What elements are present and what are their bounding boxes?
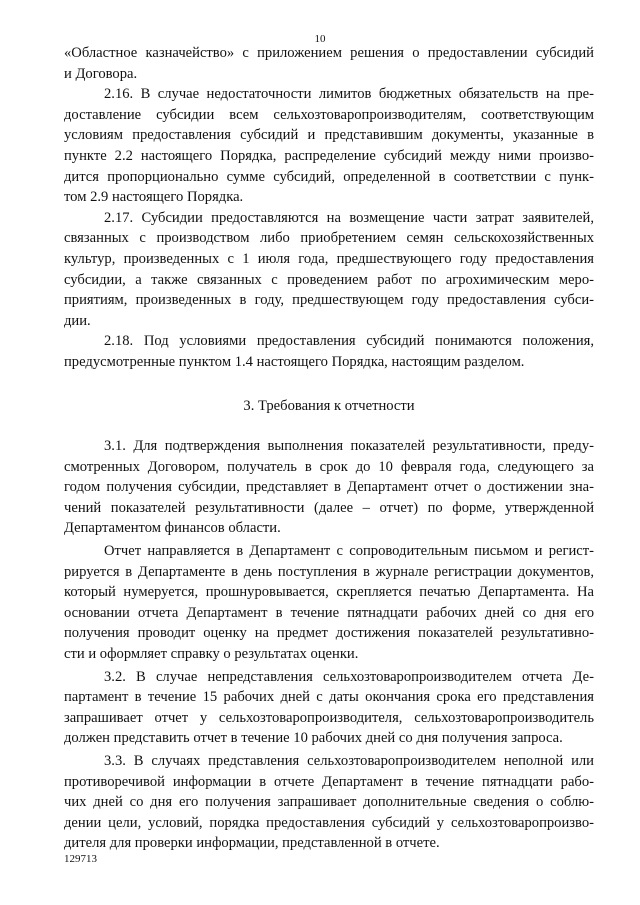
text-line: должен представить отчет в течение 10 рабочих дней со дня получения запроса. — [64, 730, 563, 747]
text-line: дится пропорционально сумме субсидий, определенной в соответствии с пунк- — [64, 168, 594, 185]
text-line: основании отчета Департамент в течение пятнадцати рабочих дней со дня его — [64, 604, 594, 621]
text-line: 2.17. Субсидии предоставляются на возмещение части затрат заявителей, — [104, 209, 594, 226]
paragraph-2-18 — [64, 331, 594, 372]
text-line: и Договора. — [64, 65, 138, 82]
text-line: чих дней со дня его получения запрашивает дополнительные сведения о соблю- — [64, 794, 594, 811]
text-line: получения проводит оценку на предмет достижения показателей результативно- — [64, 625, 594, 642]
text-line: запрашивает отчет у сельхозтоваропроизводителя, сельхозтоваропроизводитель — [64, 709, 594, 726]
paragraph-2-17 — [64, 208, 594, 332]
page-number: 10 — [314, 33, 326, 45]
text-line: противоречивой информации в отчете Департамент в течение пятнадцати рабо- — [64, 773, 594, 790]
text-line: 2.18. Под условиями предоставления субсидий понимаются положения, — [104, 333, 594, 350]
paragraph-3-2 — [64, 667, 594, 749]
text-line: условиям предоставления субсидий и представившим документы, указанные в — [64, 127, 594, 144]
text-line: предусмотренные пунктом 1.4 настоящего Порядка, настоящим разделом. — [64, 353, 525, 370]
text-line: 2.16. В случае недостаточности лимитов бюджетных обязательств на пре- — [104, 86, 594, 103]
text-line: том 2.9 настоящего Порядка. — [64, 189, 244, 206]
text-line: доставление субсидии всем сельхозтоваропроизводителям, соответствующим — [64, 106, 594, 123]
text-line: 3.2. В случае непредставления сельхозтоваропроизводителем отчета Де- — [104, 668, 594, 685]
text-line: дителя для проверки информации, представленной в отчете. — [64, 835, 440, 852]
document-body — [64, 43, 594, 854]
text-line: Департаментом финансов области. — [64, 520, 281, 537]
text-line: рируется в Департаменте в день поступления в журнале регистрации документов, — [64, 563, 594, 580]
text-line: «Областное казначейство» с приложением решения о предоставлении субсидий — [64, 45, 594, 61]
paragraph-3-1 — [64, 436, 594, 539]
text-line: приятиям, произведенных в году, предшествующем году предоставления субси- — [64, 292, 594, 309]
text-line: партамент в течение 15 рабочих дней с даты окончания срока его представления — [64, 689, 594, 706]
paragraph-2-16 — [64, 84, 594, 208]
document-code: 129713 — [64, 853, 97, 865]
text-line: чений показателей результативности (далее – отчет) по форме, утвержденной — [64, 499, 594, 516]
text-line: смотренных Договором, получатель в срок до 10 февраля года, следующего за — [64, 458, 594, 475]
text-line: Отчет направляется в Департамент с сопроводительным письмом и регист- — [104, 543, 594, 560]
text-line: субсидии, а также связанных с проведением работ по агрохимическим меро- — [64, 271, 594, 288]
text-line: который нумеруется, прошнуровывается, скрепляется печатью Департамента. На — [64, 584, 594, 601]
text-line: 3.3. В случаях представления сельхозтоваропроизводителем неполной или — [104, 753, 594, 769]
text-line: дии. — [64, 312, 91, 329]
text-line: годом получения субсидии, представляет в Департамент отчет о достижении зна- — [64, 479, 594, 496]
paragraph-3-3 — [64, 751, 594, 854]
text-line: сти и оформляет справку о результатах оценки. — [64, 646, 359, 663]
text-line: связанных с производством либо приобретением семян сельскохозяйственных — [64, 230, 594, 247]
text-line: дении цели, условий, порядка предоставления субсидий у сельхозтоваропроизво- — [64, 814, 594, 831]
text-line: 3.1. Для подтверждения выполнения показателей результативности, преду- — [104, 438, 594, 455]
intro-paragraph — [64, 43, 594, 84]
section-heading: 3. Требования к отчетности — [243, 397, 415, 414]
paragraph-report-submission — [64, 541, 594, 665]
text-line: культур, произведенных с 1 июля года, предшествующего году предоставления — [64, 250, 594, 267]
text-line: пункте 2.2 настоящего Порядка, распределение субсидий между ними произво- — [64, 147, 594, 164]
